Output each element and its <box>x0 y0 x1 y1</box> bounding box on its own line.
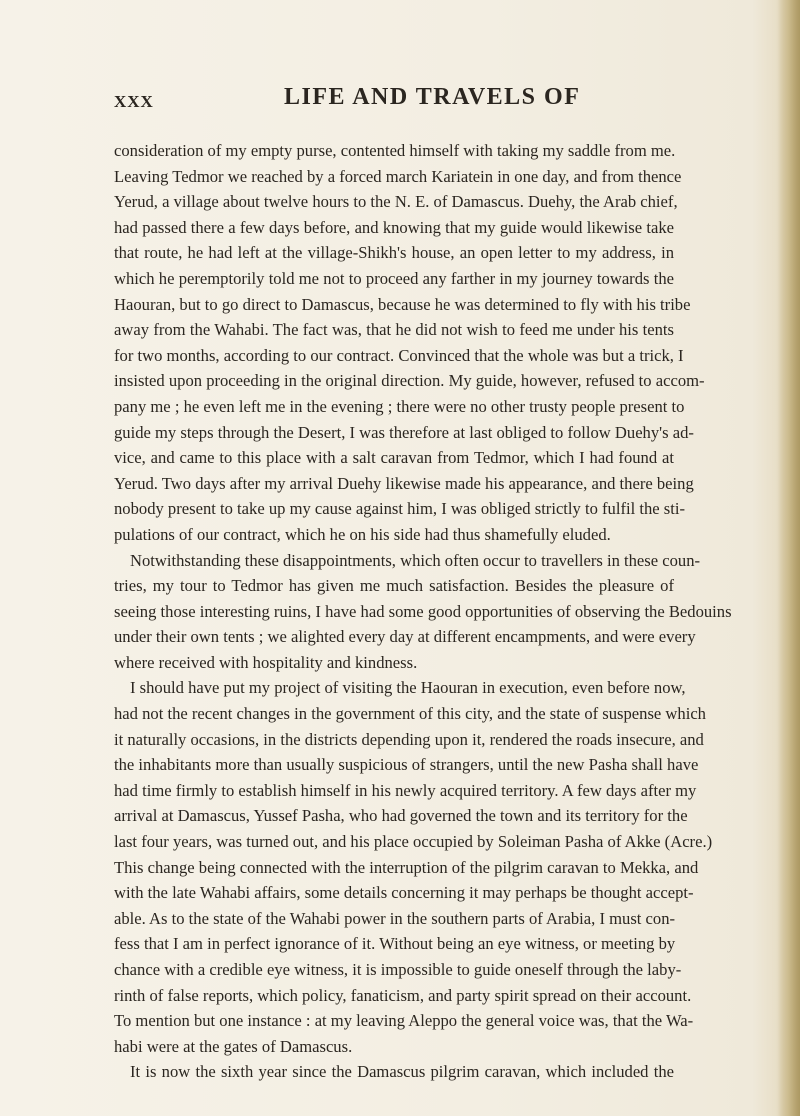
text-line: consideration of my empty purse, contented himself with taking my saddle from me. <box>114 141 676 160</box>
text-line: which he peremptorily told me not to proceed any farther in my journey towards the <box>114 268 674 288</box>
text-line: rinth of false reports, which policy, fanaticism, and party spirit spread on their account. <box>114 985 692 1005</box>
text-line: had not the recent changes in the government of this city, and the state of suspense which <box>114 704 706 724</box>
running-title: LIFE AND TRAVELS OF <box>284 84 581 110</box>
text-line: Haouran, but to go direct to Damascus, because he was determined to fly with his tribe <box>114 294 691 314</box>
text-line: This change being connected with the interruption of the pilgrim caravan to Mekka, and <box>114 857 699 877</box>
text-line: arrival at Damascus, Yussef Pasha, who had governed the town and its territory for the <box>114 806 688 826</box>
text-line: I should have put my project of visiting the Haouran in execution, even before now, <box>130 678 686 698</box>
running-head <box>114 84 674 114</box>
text-line: that route, he had left at the village-Shikh's house, an open letter to my address, in <box>114 243 674 263</box>
text-line: guide my steps through the Desert, I was therefore at last obliged to follow Duehy's ad- <box>114 422 694 442</box>
text-line: it naturally occasions, in the districts depending upon it, rendered the roads insecure, and <box>114 729 704 749</box>
body-text <box>114 138 732 1085</box>
text-line: seeing those interesting ruins, I have had some good opportunities of observing the Bedouins <box>114 601 732 621</box>
page-number: XXX <box>114 92 154 111</box>
text-line: nobody present to take up my cause against him, I was obliged strictly to fulfil the sti- <box>114 499 685 519</box>
page-edge-shadow <box>778 0 800 1116</box>
text-line: able. As to the state of the Wahabi power in the southern parts of Arabia, I must con- <box>114 908 676 928</box>
text-line: chance with a credible eye witness, it is impossible to guide oneself through the laby- <box>114 960 682 979</box>
text-line: Yerud, a village about twelve hours to the N. E. of Damascus. Duehy, the Arab chief, <box>114 192 678 212</box>
text-line: To mention but one instance : at my leaving Aleppo the general voice was, that the Wa- <box>114 1011 694 1031</box>
text-line: vice, and came to this place with a salt caravan from Tedmor, which I had found at <box>114 448 674 468</box>
text-line: Yerud. Two days after my arrival Duehy likewise made his appearance, and there being <box>114 473 694 493</box>
text-line: habi were at the gates of Damascus. <box>114 1036 353 1056</box>
text-line: under their own tents ; we alighted every day at different encampments, and were every <box>114 627 696 647</box>
text-line: where received with hospitality and kindness. <box>114 652 418 672</box>
text-line: tries, my tour to Tedmor has given me much satisfaction. Besides the pleasure of <box>114 576 674 596</box>
text-line: last four years, was turned out, and his place occupied by Soleiman Pasha of Akke (Acre.) <box>114 832 713 852</box>
text-line: pulations of our contract, which he on his side had thus shamefully eluded. <box>114 524 611 544</box>
text-line: fess that I am in perfect ignorance of it. Without being an eye witness, or meeting by <box>114 934 676 954</box>
text-line: Notwithstanding these disappointments, which often occur to travellers in these coun- <box>130 550 701 570</box>
text-line: Leaving Tedmor we reached by a forced march Kariatein in one day, and from thence <box>114 166 682 186</box>
text-line: for two months, according to our contract. Convinced that the whole was but a trick, I <box>114 345 684 365</box>
text-line: had time firmly to establish himself in his newly acquired territory. A few days after my <box>114 780 697 800</box>
text-line: insisted upon proceeding in the original direction. My guide, however, refused to accom- <box>114 371 705 391</box>
text-line: with the late Wahabi affairs, some details concerning it may perhaps be thought accept- <box>114 883 694 903</box>
text-line: It is now the sixth year since the Damascus pilgrim caravan, which included the <box>130 1062 674 1082</box>
text-line: away from the Wahabi. The fact was, that he did not wish to feed me under his tents <box>114 320 674 340</box>
text-line: had passed there a few days before, and knowing that my guide would likewise take <box>114 217 674 237</box>
text-line: the inhabitants more than usually suspicious of strangers, until the new Pasha shall have <box>114 755 699 775</box>
text-line: pany me ; he even left me in the evening ; there were no other trusty people present to <box>114 396 685 416</box>
